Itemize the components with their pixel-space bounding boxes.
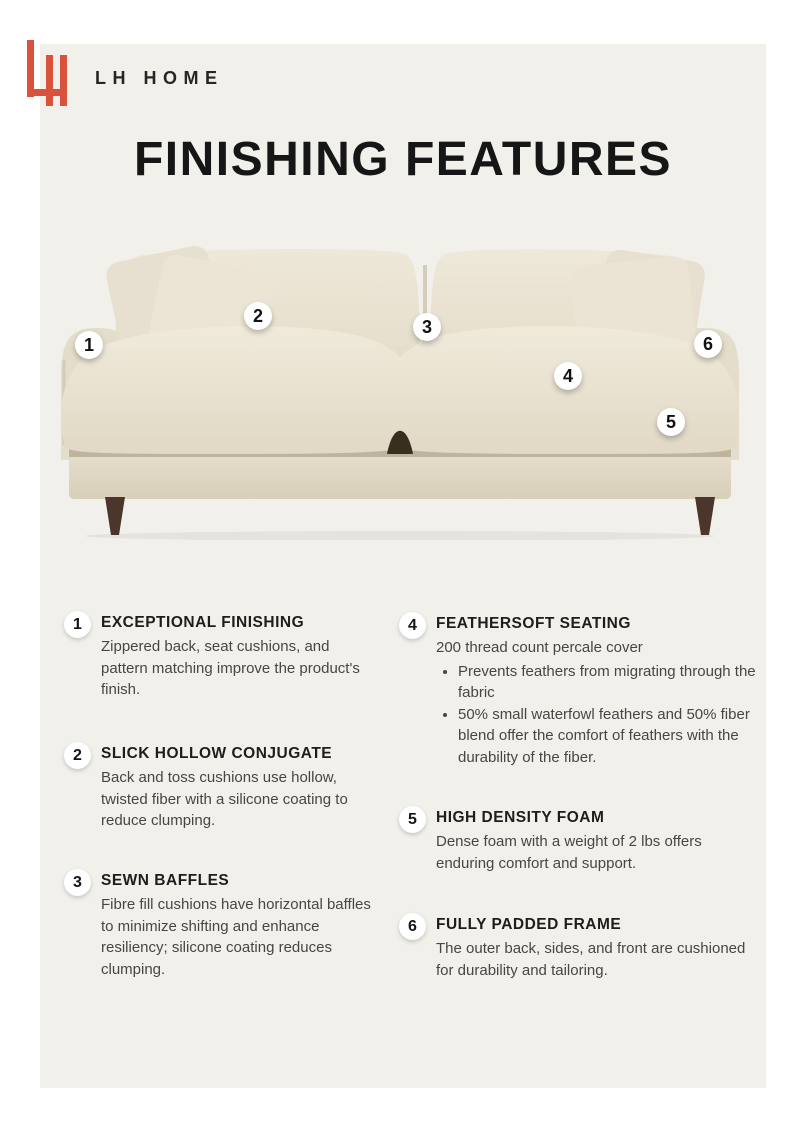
feature-body: 200 thread count percale cover <box>436 639 643 656</box>
feature-body: Dense foam with a weight of 2 lbs offers enduring comfort and support. <box>436 833 702 872</box>
feature-heading: FULLY PADDED FRAME <box>436 916 622 933</box>
feature-body: The outer back, sides, and front are cushioned for durability and tailoring. <box>436 940 746 979</box>
feature-number-badge: 4 <box>399 612 426 639</box>
lh-monogram-logo-icon <box>27 40 69 111</box>
feature-heading: EXCEPTIONAL FINISHING <box>101 614 305 631</box>
feature-number-badge: 1 <box>64 611 91 638</box>
feature-heading: HIGH DENSITY FOAM <box>436 809 605 826</box>
feature-number-badge: 2 <box>64 742 91 769</box>
feature-heading: SEWN BAFFLES <box>101 872 230 889</box>
feature-heading: SLICK HOLLOW CONJUGATE <box>101 745 333 762</box>
feature-bullet: • 50% small waterfowl feathers and 50% fiber blend offer the comfort of feathers with the durability of the fiber. <box>458 704 761 769</box>
feature-heading: FEATHERSOFT SEATING <box>436 615 631 632</box>
feature-item-5 <box>399 806 761 874</box>
feature-number-badge: 6 <box>399 913 426 940</box>
sofa-marker-1: 1 <box>75 331 103 359</box>
sofa-marker-4: 4 <box>554 362 582 390</box>
feature-bullet: • Prevents feathers from migrating through the fabric <box>458 661 761 704</box>
sofa-ground-shadow <box>85 531 715 540</box>
feature-number-badge: 5 <box>399 806 426 833</box>
page-title: FINISHING FEATURES <box>133 133 673 186</box>
feature-body: Back and toss cushions use hollow, twisted fiber with a silicone coating to reduce clumping. <box>101 769 348 829</box>
sofa-base <box>69 449 731 499</box>
feature-item-2 <box>64 742 374 832</box>
sofa-drawing <box>55 235 745 540</box>
sofa-illustration <box>55 235 745 540</box>
feature-body: Fibre fill cushions have horizontal baffles to minimize shifting and enhance resiliency; silicone coating reduces clumping. <box>101 896 371 978</box>
feature-item-1 <box>64 611 374 701</box>
feature-item-6 <box>399 913 761 981</box>
brand-name: LH HOME <box>95 68 224 88</box>
feature-number-badge: 3 <box>64 869 91 896</box>
feature-body: Zippered back, seat cushions, and pattern matching improve the product's finish. <box>101 638 360 698</box>
feature-item-3 <box>64 869 374 980</box>
sofa-legs <box>105 497 715 535</box>
feature-bullet-list <box>436 661 761 769</box>
sofa-marker-2: 2 <box>244 302 272 330</box>
sofa-marker-3: 3 <box>413 313 441 341</box>
brand-header <box>27 40 224 111</box>
feature-item-4 <box>399 612 761 768</box>
sofa-marker-6: 6 <box>694 330 722 358</box>
sofa-marker-5: 5 <box>657 408 685 436</box>
